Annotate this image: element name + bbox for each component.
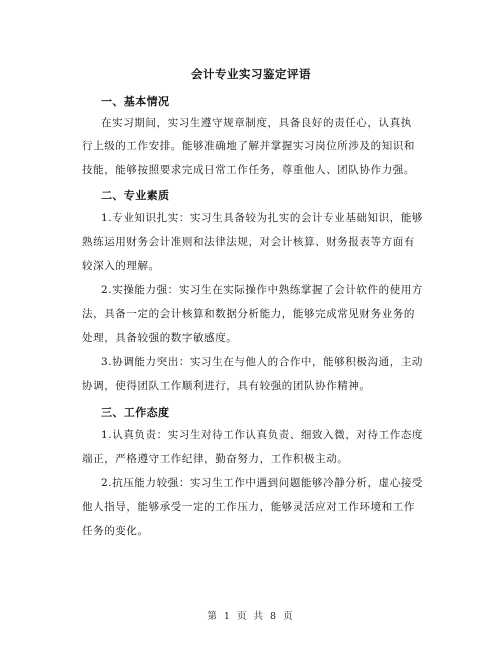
paragraph-line: 2.实操能力强：实习生在实际操作中熟练掌握了会计软件的使用方 (101, 284, 424, 296)
paragraph-line: 他人指导，能够承受一定的工作压力，能够灵活应对工作环境和工作 (82, 501, 415, 513)
section-heading-professional: 二、专业素质 (101, 189, 170, 202)
paragraph-line: 在实习期间，实习生遵守规章制度，具备良好的责任心，认真执 (101, 117, 412, 129)
document-title: 会计专业实习鉴定评语 (191, 67, 311, 81)
paragraph-line: 任务的变化。 (82, 525, 149, 537)
paragraph-line: 熟练运用财务会计准则和法律法规，对会计核算、财务报表等方面有 (82, 236, 415, 248)
paragraph-line: 法，具备一定的会计核算和数据分析能力，能够完成常见财务业务的 (82, 308, 415, 320)
page-number: 第 1 页 共 8 页 (207, 611, 295, 622)
section-heading-attitude: 三、工作态度 (101, 406, 170, 419)
paragraph-line: 技能，能够按照要求完成日常工作任务，尊重他人、团队协作力强。 (82, 164, 415, 176)
paragraph-line: 行上级的工作安排。能够准确地了解并掌握实习岗位所涉及的知识和 (82, 140, 415, 152)
paragraph-line: 1.认真负责：实习生对待工作认真负责、细致入微，对待工作态度 (101, 429, 424, 441)
paragraph-line: 1.专业知识扎实：实习生具备较为扎实的会计专业基础知识，能够 (101, 212, 424, 224)
paragraph-line: 协调，使得团队工作顺利进行，具有较强的团队协作精神。 (82, 380, 371, 392)
paragraph-line: 2.抗压能力较强：实习生工作中遇到问题能够冷静分析，虚心接受 (101, 477, 424, 489)
paragraph-line: 3.协调能力突出：实习生在与他人的合作中，能够积极沟通，主动 (101, 356, 424, 368)
paragraph-line: 端正，严格遵守工作纪律，勤奋努力，工作积极主动。 (82, 453, 349, 465)
section-heading-basic: 一、基本情况 (101, 95, 170, 108)
paragraph-line: 处理，具备较强的数字敏感度。 (82, 332, 238, 344)
paragraph-line: 较深入的理解。 (82, 260, 160, 272)
